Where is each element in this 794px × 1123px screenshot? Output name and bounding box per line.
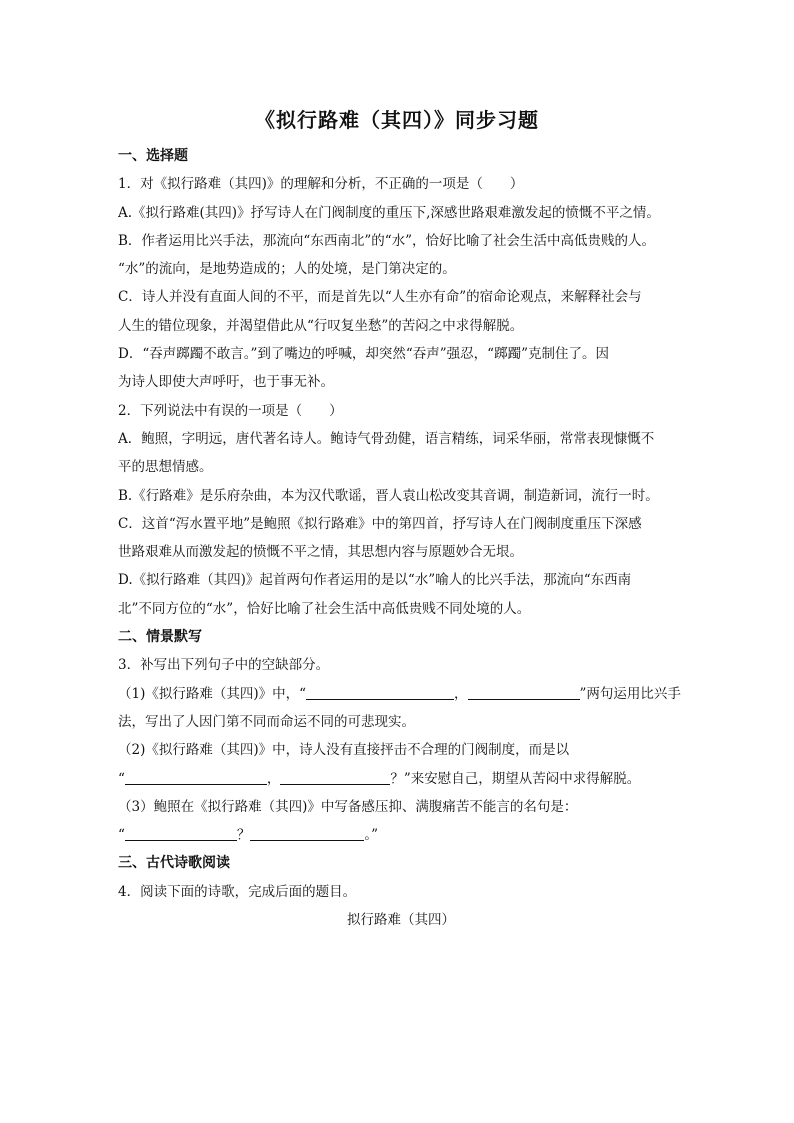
q3-part1-prefix: （1)《拟行路难（其四)》中，“ bbox=[118, 685, 307, 702]
q1-option-c-cont: 人生的错位现象，并渴望借此从“行叹复坐愁”的苦闷之中求得解脱。 bbox=[118, 317, 524, 334]
answer-blank[interactable] bbox=[250, 826, 364, 841]
q2-option-a: A．鲍照，字明远，唐代著名诗人。鲍诗气骨劲健，语言精练，词采华丽，常常表现慷慨不 bbox=[118, 430, 655, 447]
answer-blank[interactable] bbox=[306, 685, 454, 700]
section-heading-choice: 一、选择题 bbox=[118, 148, 188, 164]
q4-stem: 4．阅读下面的诗歌，完成后面的题目。 bbox=[118, 883, 357, 900]
page-title: 《拟行路难（其四）》同步习题 bbox=[255, 108, 539, 132]
q1-option-d-cont: 为诗人即使大声呼吁，也于事无补。 bbox=[118, 374, 334, 391]
q1-option-c: C．诗人并没有直面人间的不平，而是首先以“人生亦有命”的宿命论观点，来解释社会与 bbox=[118, 289, 642, 306]
q1-option-b-cont: “水”的流向，是地势造成的；人的处境，是门第决定的。 bbox=[118, 261, 456, 278]
answer-blank[interactable] bbox=[468, 685, 580, 700]
q3-part2-comma: ， bbox=[266, 770, 281, 787]
section-heading-poetry: 三、古代诗歌阅读 bbox=[118, 855, 230, 872]
q3-part2: （2)《拟行路难（其四)》中，诗人没有直接抨击不合理的门阀制度，而是以 bbox=[118, 742, 570, 759]
section-heading-recitation: 二、情景默写 bbox=[118, 629, 202, 646]
q3-part1 bbox=[118, 680, 684, 708]
q2-option-d-cont: 北”不同方位的“水”，恰好比喻了社会生活中高低贵贱不同处境的人。 bbox=[118, 600, 531, 617]
answer-blank[interactable] bbox=[125, 826, 237, 841]
q2-option-c-cont: 世路艰难从而激发起的愤慨不平之情，其思想内容与原题妙合无垠。 bbox=[118, 544, 523, 561]
q3-part2-cont bbox=[118, 765, 684, 793]
q3-part2-suffix: ？”来安慰自己，期望从苦闷中求得解脱。 bbox=[390, 770, 641, 787]
q3-stem: 3．补写出下列句子中的空缺部分。 bbox=[118, 657, 330, 674]
q3-part3: （3）鲍照在《拟行路难（其四)》中写备感压抑、满腹痛苦不能言的名句是： bbox=[118, 798, 578, 815]
answer-blank[interactable] bbox=[125, 770, 267, 785]
q2-option-a-cont: 平的思想情感。 bbox=[118, 459, 213, 476]
q1-stem: 1．对《拟行路难（其四)》的理解和分析，不正确的一项是（ ） bbox=[118, 176, 524, 193]
q2-option-b: B.《行路难》是乐府杂曲，本为汉代歌谣，晋人袁山松改变其音调，制造新词，流行一时。 bbox=[118, 487, 659, 504]
q3-part2-quote: “ bbox=[118, 770, 125, 787]
q3-part1-cont: 法，写出了人因门第不同而命运不同的可悲现实。 bbox=[118, 713, 415, 730]
q3-part3-question: ？ bbox=[236, 827, 251, 844]
poem-title: 拟行路难（其四） bbox=[347, 912, 455, 929]
q1-option-a: A.《拟行路难(其四)》抒写诗人在门阀制度的重压下,深感世路艰难激发起的愤慨不平之情。 bbox=[118, 204, 660, 221]
q3-part1-suffix: ”两句运用比兴手 bbox=[579, 685, 681, 702]
q3-part1-comma: ， bbox=[454, 685, 468, 702]
answer-blank[interactable] bbox=[280, 770, 390, 785]
document-body bbox=[118, 142, 684, 934]
q2-option-d: D.《拟行路难（其四)》起首两句作者运用的是以“水”喻人的比兴手法，那流向“东西南 bbox=[118, 572, 632, 589]
q1-option-d: D．“吞声踯躅不敢言。”到了嘴边的呼喊，却突然“吞声”强忍，“踯躅”克制住了。因 bbox=[118, 346, 609, 363]
q1-option-b: B．作者运用比兴手法，那流向“东西南北”的“水”，恰好比喻了社会生活中高低贵贱的人。 bbox=[118, 232, 656, 249]
q3-part3-cont bbox=[118, 821, 684, 849]
q3-part3-suffix: 。” bbox=[364, 827, 379, 844]
q2-option-c: C．这首“泻水置平地”是鲍照《拟行路难》中的第四首，抒写诗人在门阀制度重压下深感 bbox=[118, 515, 642, 532]
q2-stem: 2．下列说法中有误的一项是（ ） bbox=[118, 402, 343, 419]
q3-part3-quote: “ bbox=[118, 827, 125, 844]
